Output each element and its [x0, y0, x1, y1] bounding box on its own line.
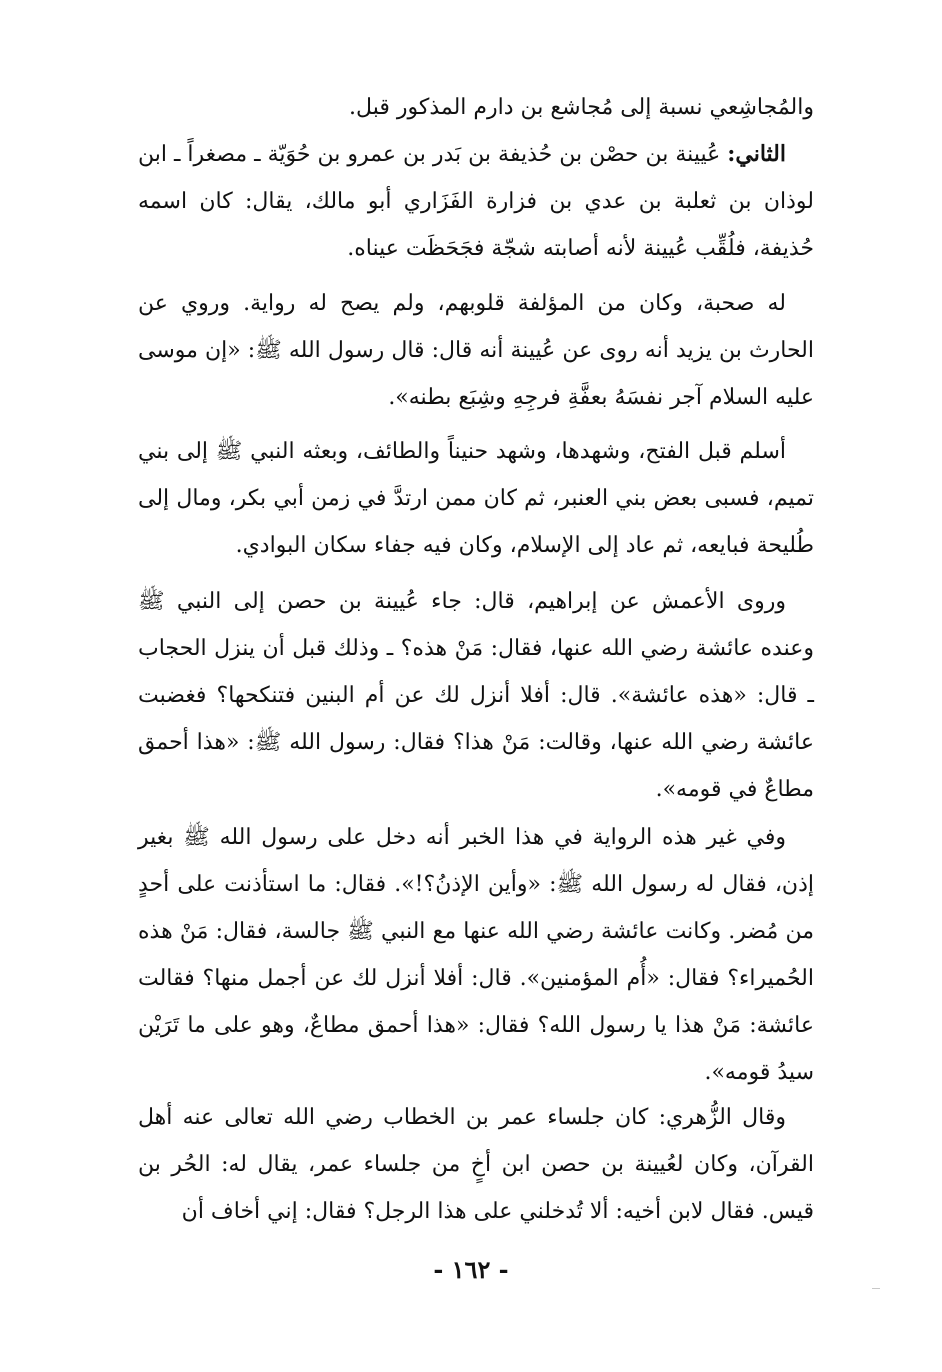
paragraph-islam [138, 428, 814, 569]
paragraph-text: عُيينة بن حصْن بن حُذيفة بن بَدر بن عمرو بن حُوَيّة ـ مصغراً ـ ابن لوذان بن ثعلبة بن عدي بن فزارة الفَزَاري أبو مالك، يقال: كان اسمه حُذيفة، فلُقِّب عُيينة لأنه أصابته شجّة فجَحَظَت عيناه. [138, 142, 814, 261]
paragraph-text: أسلم قبل الفتح، وشهدها، وشهد حنيناً والطائف، وبعثه النبي ﷺ إلى بني تميم، فسبى بعض بني العنبر، ثم كان ممن ارتدَّ في زمن أبي بكر، ومال إلى طُليحة فبايعه، ثم عاد إلى الإسلام، وكان فيه جفاء سكان البوادي. [138, 439, 814, 558]
paragraph-other-narration [138, 814, 814, 1096]
paragraph-text: له صحبة، وكان من المؤلفة قلوبهم، ولم يصح له رواية. وروي عن الحارث بن يزيد أنه روى عن عُيينة أنه قال: قال رسول الله ﷺ: «إن موسى عليه السلام آجر نفسَهُ بعفَّةِ فرجِهِ وشِبَع بطنه». [138, 291, 814, 410]
page-number: - ١٦٢ - [433, 1255, 509, 1284]
paragraph-mujashi [138, 84, 814, 131]
paragraph-second-uyaynah [138, 131, 814, 272]
paragraph-text: والمُجاشِعي نسبة إلى مُجاشع بن دارم المذكور قبل. [349, 95, 814, 120]
paragraph-lead: الثاني: [727, 141, 786, 167]
paragraph-text: وقال الزُّهري: كان جلساء عمر بن الخطاب رضي الله تعالى عنه أهل القرآن، وكان لعُيينة بن حصن ابن أخٍ من جلساء عمر، يقال له: الحُر بن قيس. فقال لابن أخيه: ألا تُدخلني على هذا الرجل؟ فقال: إني أخاف أن [138, 1105, 814, 1224]
paragraph-text: وفي غير هذه الرواية في هذا الخبر أنه دخل على رسول الله ﷺ بغير إذن، فقال له رسول الله ﷺ: «وأين الإذنُ؟!». فقال: ما استأذنت على أحدٍ من مُضر. وكانت عائشة رضي الله عنها مع النبي ﷺ جالسة، فقال: مَنْ هذه الحُميراء؟ فقال: «أُم المؤمنين». قال: أفلا أنزل لك عن أجمل منها؟ فقالت عائشة: مَنْ هذا يا رسول الله؟ فقال: «هذا أحمق مطاعٌ، وهو على ما تَرَيْن سيدُ قومه». [138, 825, 814, 1085]
paragraph-amash-narration [138, 578, 814, 813]
paragraph-zuhri [138, 1094, 814, 1235]
scan-mark [872, 1288, 880, 1289]
paragraph-text: وروى الأعمش عن إبراهيم، قال: جاء عُيينة بن حصن إلى النبي ﷺ وعنده عائشة رضي الله عنها، فقال: مَنْ هذه؟ ـ وذلك قبل أن ينزل الحجاب ـ قال: «هذه عائشة». قال: أفلا أنزل لك عن أم البنين فتنكحها؟ فغضبت عائشة رضي الله عنها، وقالت: مَنْ هذا؟ فقال: رسول الله ﷺ: «هذا أحمق مطاعٌ في قومه». [138, 589, 814, 802]
paragraph-companionship [138, 280, 814, 421]
